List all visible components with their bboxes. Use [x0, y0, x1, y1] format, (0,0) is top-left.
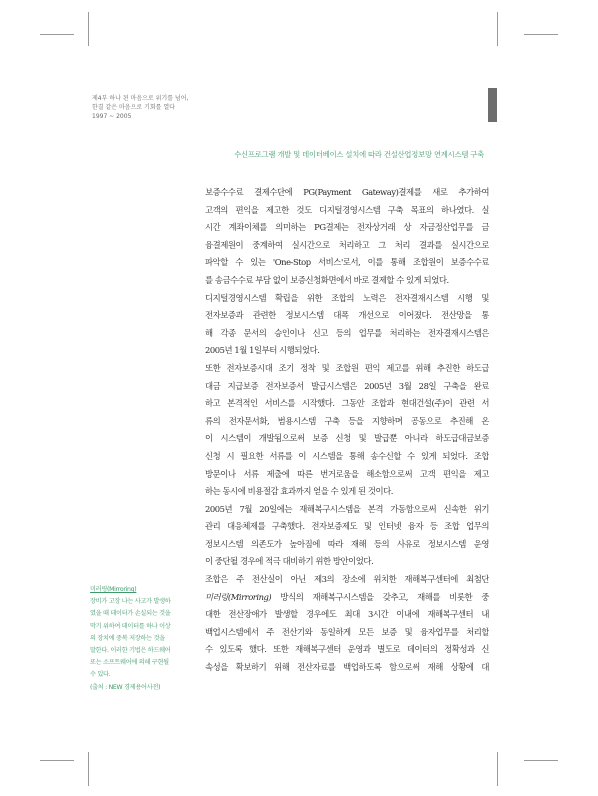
- body-line: 또한 전자보증시대 조기 정착 및 조합원 편익 제고를 위해 추진한 하도급: [205, 362, 489, 373]
- sidenote-line: 장비가 고장 나는 사고가 발생하: [90, 598, 171, 606]
- crop-mark-bottom-left: [88, 752, 89, 786]
- body-line: 를 송금수수료 부담 없이 보증신청화면에서 바로 결제할 수 있게 되었다.: [205, 274, 449, 285]
- body-line: 속성을 확보하기 위해 전산자료를 백업하도록 함으로써 재해 상황에 대: [205, 662, 489, 673]
- running-head: 수신프로그램 개발 및 데이터베이스 설치에 따라 건설산업정보망 연계시스템 구축: [234, 150, 484, 159]
- body-line: 하는 동시에 비용절감 효과까지 얻을 수 있게 된 것이다.: [205, 486, 393, 497]
- chapter-title-line: 제4부 하나 된 마음으로 위기를 넘어,: [92, 95, 189, 102]
- body-line: 2005년 1월 1일부터 시행되었다.: [205, 345, 320, 356]
- body-line: 신청 시 필요한 서류를 이 시스템을 통해 송수신할 수 있게 되었다. 조합: [205, 450, 489, 461]
- body-line: 수 있도록 했다. 또한 재해복구센터 운영과 별도로 데이터의 정확성과 신: [205, 644, 489, 655]
- body-line: 전자보증과 관련한 정보시스템 대폭 개선으로 이어졌다. 전산망을 통: [205, 310, 489, 321]
- body-line: 정보시스템 의존도가 높아짐에 따라 재해 등의 사유로 정보시스템 운영: [205, 538, 489, 549]
- body-line: 파악할 수 있는 'One-Stop 서비스'로서, 이를 통해 조합원이 보증수수료: [205, 257, 489, 268]
- crop-mark-left-top: [40, 34, 74, 35]
- body-line: 조합은 주 전산실이 아닌 제3의 장소에 위치한 재해복구센터에 최첨단: [205, 574, 489, 585]
- body-line: 백업시스템에서 주 전산기와 동일하게 모든 보증 및 융자업무를 처리할: [205, 626, 489, 637]
- body-line: 시간 계좌이체를 의미하는 PG결제는 전자상거래 상 자금정산업무를 금: [205, 222, 489, 233]
- body-line: 보증수수료 결제수단에 PG(Payment Gateway)결제를 새로 추가하여: [205, 187, 489, 197]
- chapter-label: [92, 94, 242, 121]
- crop-mark-top-right: [497, 12, 498, 46]
- sidenote-line: 수 있다.: [90, 671, 111, 679]
- body-text: [205, 184, 489, 677]
- crop-mark-left-bottom: [40, 760, 74, 761]
- crop-mark-right-top: [524, 34, 558, 35]
- chapter-years: 1997 ~ 2005: [92, 113, 132, 120]
- sidenote: [90, 584, 196, 694]
- body-line: 류의 전자문서화, 범용시스템 구축 등을 지향하며 공동으로 추진해 온: [205, 415, 489, 426]
- crop-mark-right-bottom: [524, 760, 558, 761]
- body-line: 디지털경영시스템 확립을 위한 조합의 노력은 전자결재시스템 시행 및: [205, 292, 489, 303]
- section-tab-marker: [488, 88, 497, 122]
- sidenote-line: 였을 때 데이터가 손실되는 것을: [90, 610, 171, 618]
- body-line-text: 방식의 재해복구시스템을 갖추고, 재해를 비롯한 중: [271, 591, 489, 602]
- body-line: [205, 589, 489, 607]
- sidenote-term: 미러링(Mirroring): [90, 586, 137, 593]
- body-line: 2005년 7월 20일에는 재해복구시스템을 본격 가동함으로써 신속한 위기: [205, 503, 489, 514]
- sidenote-line: 또는 소프트웨어에 의해 구현될: [90, 659, 169, 667]
- body-line: 방문이나 서류 제출에 따른 번거로움을 해소함으로써 고객 편익을 제고: [205, 468, 489, 479]
- body-line: 관리 대응체제를 구축했다. 전자보증제도 및 인터넷 융자 등 조합 업무의: [205, 521, 489, 532]
- crop-mark-bottom-right: [497, 752, 498, 786]
- body-line: 이 시스템이 개발됨으로써 보증 신청 및 발급뿐 아니라 하도급대금보증: [205, 433, 489, 444]
- body-line: 하고 본격적인 서비스를 시작했다. 그동안 조합과 현대건설(주)이 관련 서: [205, 398, 489, 409]
- mirroring-term: 미러링(Mirroring): [205, 591, 272, 602]
- sidenote-line: 의 장치에 중복 저장하는 것을: [90, 634, 165, 642]
- body-line: 고객의 편익을 제고한 것도 디지털경영시스템 구축 목표의 하나였다. 실: [205, 204, 489, 215]
- body-line: 융결제원이 중계하여 실시간으로 처리하고 그 처리 결과를 실시간으로: [205, 239, 489, 250]
- body-line: 해 각종 문서의 승인이나 신고 등의 업무를 처리하는 전자결재시스템은: [205, 327, 489, 338]
- body-line: 대금 지급보증 전자보증서 발급시스템은 2005년 3월 28일 구축을 완료: [205, 380, 489, 391]
- sidenote-line: 말한다. 이러한 기법은 하드웨어: [90, 647, 171, 655]
- crop-mark-top-left: [88, 12, 89, 46]
- sidenote-line: (출처 : NEW 경제용어사전): [90, 683, 161, 691]
- chapter-title-line: 한결 같은 마음으로 기회를 열다: [92, 104, 175, 111]
- sidenote-line: 막기 위하여 데이터를 하나 이상: [90, 622, 171, 630]
- body-line: 이 중단될 경우에 적극 대비하기 위한 방안이었다.: [205, 556, 374, 567]
- body-line: 대한 전산장애가 발생할 경우에도 최대 3시간 이내에 재해복구센터 내: [205, 609, 489, 620]
